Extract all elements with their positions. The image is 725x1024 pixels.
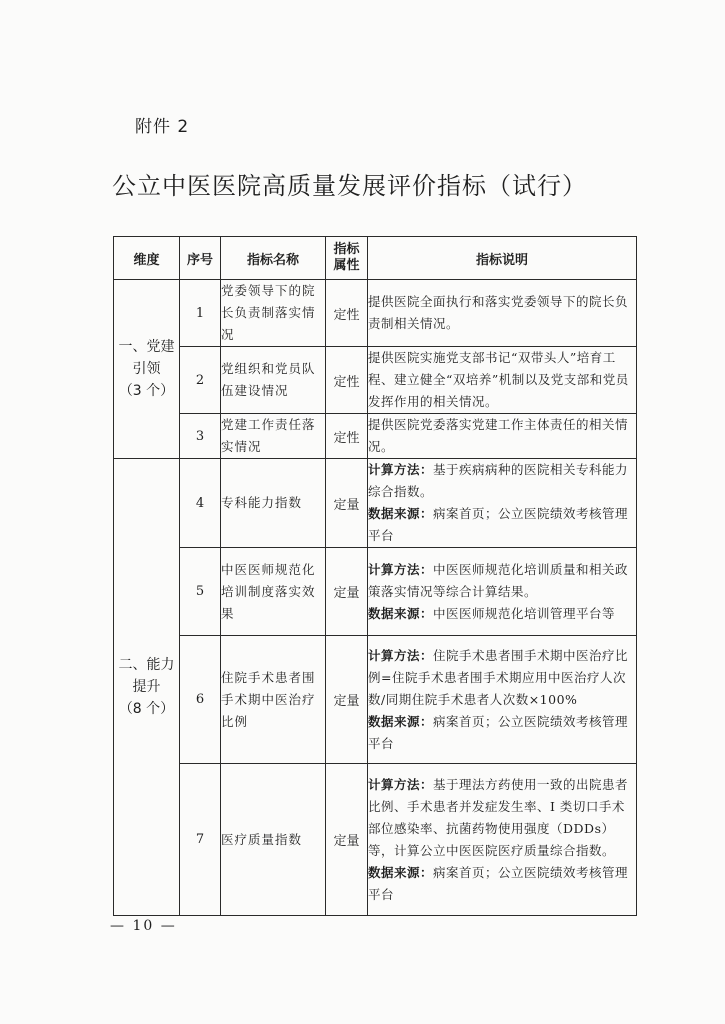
calc-text: 基于疾病病种的医院相关专科能力综合指数。 (368, 462, 629, 499)
dimension-cell (114, 459, 180, 916)
table-row (114, 548, 637, 636)
source-label: 数据来源： (368, 506, 434, 521)
indicator-attribute: 定性 (326, 414, 368, 459)
source-label: 数据来源： (368, 605, 434, 621)
source-label: 数据来源： (368, 864, 434, 880)
table-row (114, 280, 637, 347)
indicator-description (368, 548, 637, 636)
source-text: 中医医师规范化培训管理平台等 (433, 605, 616, 621)
calc-method (368, 559, 636, 603)
calc-method (368, 459, 636, 503)
seq-cell: 7 (180, 764, 221, 916)
source-text: 病案首页；公立医院绩效考核管理平台 (368, 506, 629, 543)
table-header-row (114, 237, 637, 280)
dimension-line: 提升 (132, 679, 161, 695)
indicator-name: 党委领导下的院长负责制落实情况 (221, 280, 326, 347)
data-source (368, 711, 636, 755)
calc-label: 计算方法： (368, 462, 434, 477)
calc-text: 住院手术患者围手术期中医治疗比例=住院手术患者围手术期应用中医治疗人次数/同期住院手术患者人次数×100% (368, 647, 629, 707)
indicator-table (113, 236, 637, 916)
calc-method (368, 645, 636, 711)
dimension-line: 一、党建 (118, 339, 175, 355)
calc-text: 基于理法方药使用一致的出院患者比例、手术患者并发症发生率、I 类切口手术部位感染率、抗菌药物使用强度（DDDs）等，计算公立中医医院医疗质量综合指数。 (368, 776, 629, 858)
source-text: 病案首页；公立医院绩效考核管理平台 (368, 864, 629, 902)
dimension-line: （3 个） (118, 383, 175, 399)
data-source (368, 603, 636, 625)
seq-cell: 6 (180, 636, 221, 764)
indicator-name: 党建工作责任落实情况 (221, 414, 326, 459)
indicator-attribute: 定量 (326, 548, 368, 636)
data-source (368, 862, 636, 906)
indicator-attribute: 定量 (326, 459, 368, 548)
indicator-attribute: 定量 (326, 636, 368, 764)
indicator-description (368, 764, 637, 916)
table-row (114, 636, 637, 764)
indicator-name: 医疗质量指数 (221, 764, 326, 916)
document-title: 公立中医医院高质量发展评价指标（试行） (112, 172, 587, 200)
seq-cell: 4 (180, 459, 221, 548)
seq-cell: 1 (180, 280, 221, 347)
attachment-label: 附件 2 (135, 117, 190, 137)
indicator-attribute: 定量 (326, 764, 368, 916)
indicator-name: 中医医师规范化培训制度落实效果 (221, 548, 326, 636)
seq-cell: 3 (180, 414, 221, 459)
header-attribute (326, 237, 368, 280)
data-source (368, 503, 636, 547)
indicator-name: 住院手术患者围手术期中医治疗比例 (221, 636, 326, 764)
dimension-line: （8 个） (118, 701, 175, 717)
header-dimension: 维度 (114, 237, 180, 280)
dimension-cell (114, 280, 180, 459)
header-description: 指标说明 (368, 237, 637, 280)
indicator-attribute: 定性 (326, 280, 368, 347)
header-attr-line2: 属性 (333, 258, 360, 273)
calc-text: 中医医师规范化培训质量和相关政策落实情况等综合计算结果。 (368, 561, 629, 599)
seq-cell: 5 (180, 548, 221, 636)
indicator-attribute: 定性 (326, 347, 368, 414)
indicator-description (368, 459, 637, 548)
page-number: — 10 — (110, 918, 177, 934)
header-attr-line1: 指标 (333, 242, 360, 257)
calc-method (368, 774, 636, 862)
indicator-description (368, 636, 637, 764)
calc-label: 计算方法： (368, 647, 434, 663)
source-text: 病案首页；公立医院绩效考核管理平台 (368, 713, 629, 751)
header-seq: 序号 (180, 237, 221, 280)
source-label: 数据来源： (368, 713, 434, 729)
indicator-description: 提供医院全面执行和落实党委领导下的院长负责制相关情况。 (368, 280, 637, 347)
header-name: 指标名称 (221, 237, 326, 280)
table-row (114, 414, 637, 459)
indicator-name: 党组织和党员队伍建设情况 (221, 347, 326, 414)
indicator-description: 提供医院实施党支部书记“双带头人”培育工程、建立健全“双培养”机制以及党支部和党员发挥作用的相关情况。 (368, 347, 637, 414)
table-row (114, 347, 637, 414)
calc-label: 计算方法： (368, 776, 434, 792)
table-row (114, 764, 637, 916)
indicator-name: 专科能力指数 (221, 459, 326, 548)
calc-label: 计算方法： (368, 561, 434, 577)
dimension-line: 二、能力 (118, 657, 175, 673)
table-row (114, 459, 637, 548)
dimension-line: 引领 (132, 361, 161, 377)
indicator-description: 提供医院党委落实党建工作主体责任的相关情况。 (368, 414, 637, 459)
seq-cell: 2 (180, 347, 221, 414)
